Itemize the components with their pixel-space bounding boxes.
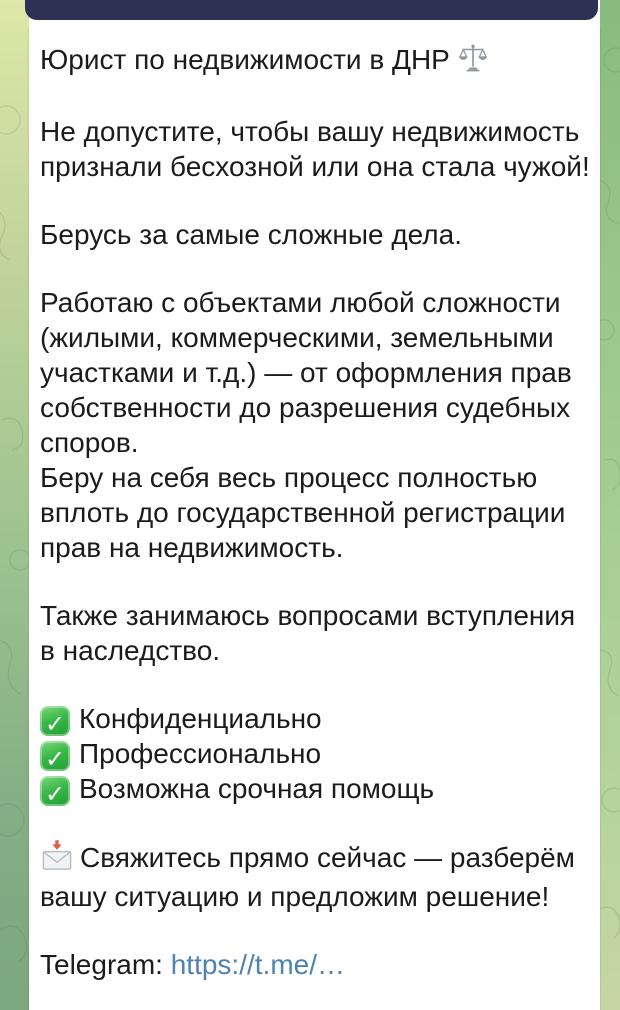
checklist [40, 701, 592, 806]
wallpaper-doodles-right [600, 0, 620, 1010]
checklist-item [40, 701, 592, 736]
scales-of-justice-icon [458, 43, 488, 81]
check-mark-emoji [40, 776, 70, 806]
checklist-item-label: Профессионально [79, 738, 322, 769]
checklist-item [40, 736, 592, 771]
message-title-row [40, 42, 592, 81]
checklist-item-label: Возможна срочная помощь [79, 773, 435, 804]
telegram-contact-line [40, 947, 592, 982]
paragraph-work [40, 285, 592, 565]
telegram-link[interactable]: https://t.me/… [170, 949, 345, 980]
message-title: Юрист по недвижимости в ДНР [40, 44, 450, 75]
top-message-remnant [25, 0, 598, 20]
check-mark-emoji [40, 741, 70, 771]
checklist-item-label: Конфиденциально [79, 703, 322, 734]
chat-wallpaper-left [0, 0, 29, 1010]
paragraph-work-process: Беру на себя весь процесс полностью вплоть до государственной регистрации прав на недвижимость. [40, 462, 566, 563]
paragraph-warning: Не допустите, чтобы вашу недвижимость признали бесхозной или она стала чужой! [40, 116, 590, 182]
paragraph-work-scope: Работаю с объектами любой сложности (жилыми, коммерческими, земельными участками и т.д.) — от оформления прав собственности до разрешения судебных споров. [40, 287, 572, 458]
wallpaper-doodles-left [0, 0, 29, 1010]
check-glyph: ✓ [44, 781, 66, 808]
check-mark-emoji [40, 706, 70, 736]
check-glyph: ✓ [44, 711, 66, 738]
check-glyph: ✓ [44, 746, 66, 773]
message-bubble [29, 20, 600, 1010]
telegram-label: Telegram: [40, 949, 163, 980]
paragraph-inheritance: Также занимаюсь вопросами вступления в наследство. [40, 600, 576, 666]
envelope-with-arrow-icon [40, 839, 74, 879]
paragraph-cases: Берусь за самые сложные дела. [40, 219, 462, 250]
checklist-item [40, 771, 592, 806]
chat-wallpaper-right [600, 0, 620, 1010]
paragraph-contact [40, 839, 592, 914]
paragraph-contact-text: Свяжитесь прямо сейчас — разберём вашу ситуацию и предложим решение! [40, 842, 575, 912]
